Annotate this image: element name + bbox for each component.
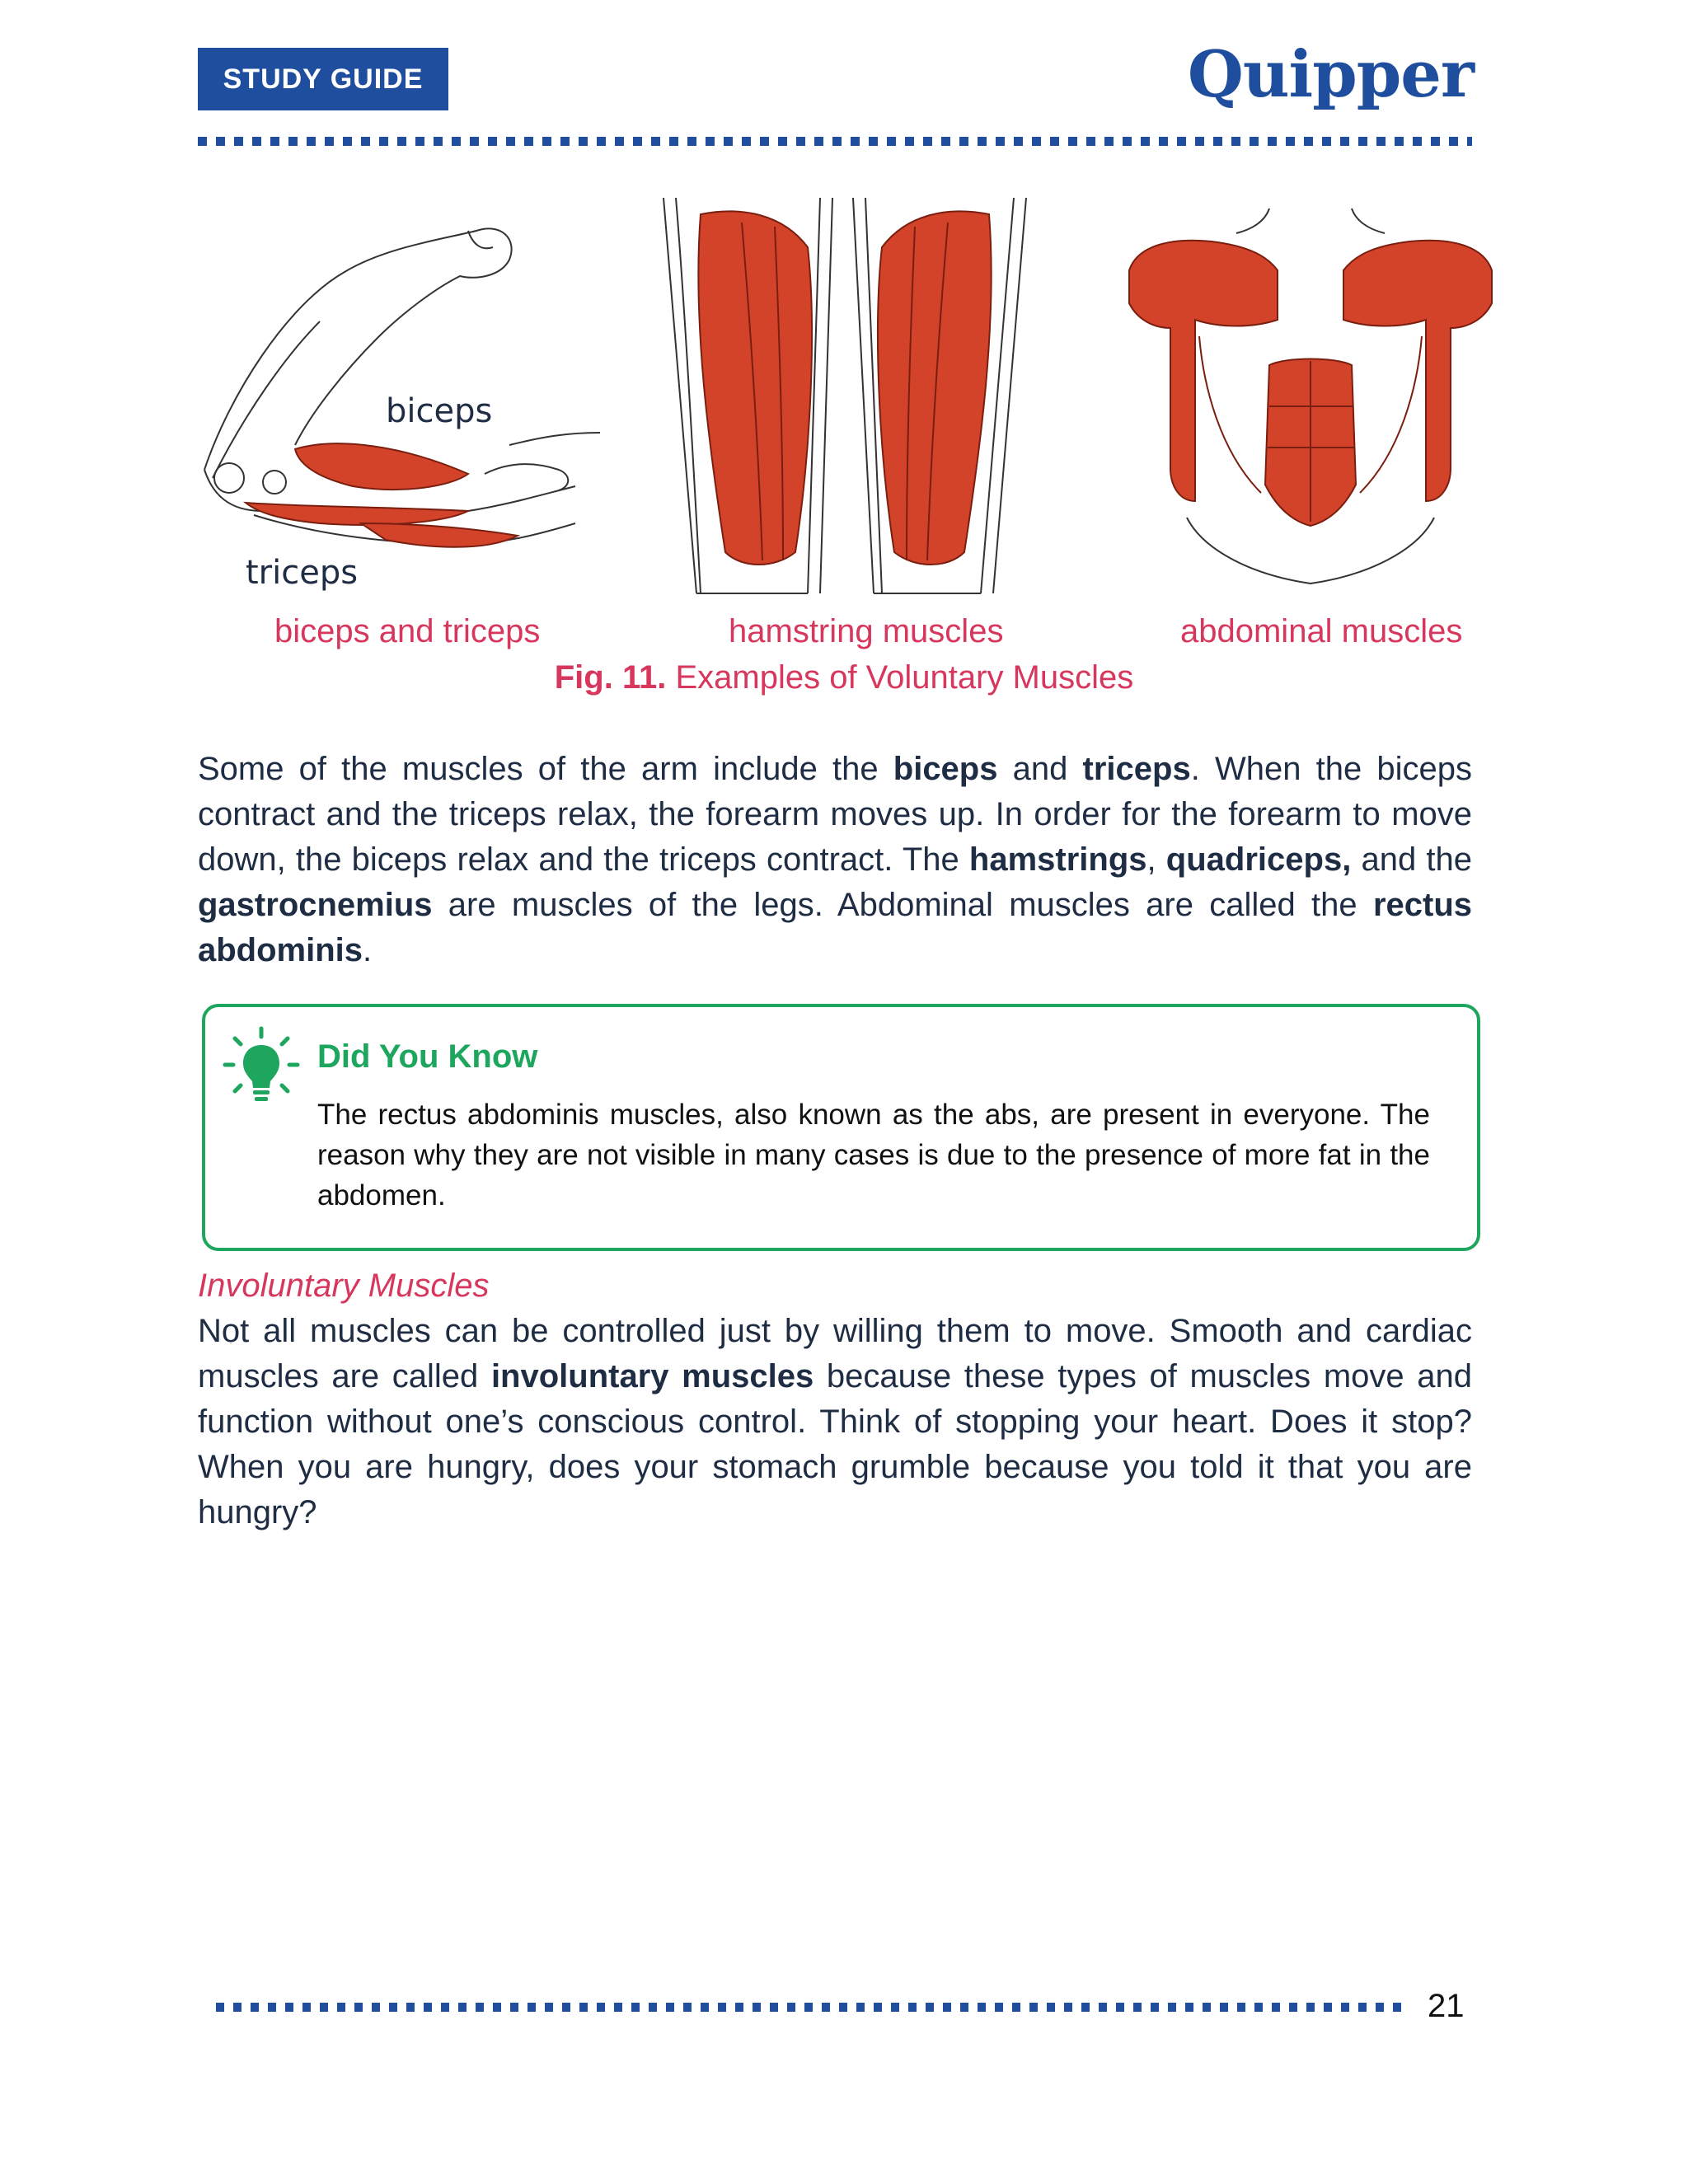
text-run: and the xyxy=(1351,841,1472,878)
study-guide-badge: STUDY GUIDE xyxy=(198,48,448,110)
muscles-paragraph xyxy=(198,747,1472,973)
involuntary-muscles-heading: Involuntary Muscles xyxy=(198,1268,490,1304)
text-run: . When the biceps contract and the triceps relax, the forearm moves up. In order for the forearm to move down, the biceps relax and the triceps contract. The xyxy=(198,751,1472,878)
text-run: are muscles of the legs. Abdominal muscles are called the xyxy=(432,887,1373,923)
top-dotted-divider xyxy=(198,137,1472,147)
text-run: because these types of muscles move and function without one’s conscious control. Think of stopping your heart. Does it stop? When you are hungry, does your stomach grumble because you told it that you are hungry? xyxy=(198,1358,1473,1530)
text-run: , xyxy=(1146,841,1166,878)
text-run: . xyxy=(363,932,373,968)
did-you-know-title: Did You Know xyxy=(317,1038,538,1075)
quipper-logo: Quipper xyxy=(1187,37,1474,112)
text-run: and xyxy=(997,751,1083,787)
page-number: 21 xyxy=(1428,1988,1465,2024)
term-gastrocnemius: gastrocnemius xyxy=(198,887,433,923)
lightbulb-icon xyxy=(220,1025,302,1108)
term-biceps: biceps xyxy=(893,751,998,787)
text-run: Not all muscles can be controlled just by willing them to move. Smooth and cardiac muscles are called xyxy=(198,1313,1472,1394)
biceps-triceps-caption: biceps and triceps xyxy=(274,613,541,649)
did-you-know-text: The rectus abdominis muscles, also known as the abs, are present in everyone. The reason why they are not visible in many cases is due to the presence of more fat in the abdomen. xyxy=(317,1099,1430,1212)
figure-caption xyxy=(0,659,1688,696)
text-run: Some of the muscles of the arm include the xyxy=(198,751,893,787)
figure-title: Examples of Voluntary Muscles xyxy=(666,659,1134,696)
term-involuntary-muscles: involuntary muscles xyxy=(490,1358,814,1394)
term-quadriceps: quadriceps, xyxy=(1165,841,1352,878)
term-rectus-abdominis: rectus abdominis xyxy=(198,887,1472,968)
biceps-label: biceps xyxy=(386,392,493,430)
bottom-dotted-divider xyxy=(216,2003,1403,2012)
term-triceps: triceps xyxy=(1082,751,1191,787)
arm-muscles-illustration xyxy=(196,198,608,593)
involuntary-paragraph xyxy=(198,1309,1472,1535)
abdominal-caption: abdominal muscles xyxy=(1180,613,1463,649)
hamstring-caption: hamstring muscles xyxy=(729,613,1004,649)
abdominal-muscles-illustration xyxy=(1121,204,1500,592)
hamstring-muscles-illustration xyxy=(659,198,1030,610)
term-hamstrings: hamstrings xyxy=(968,841,1147,878)
triceps-label: triceps xyxy=(246,554,359,592)
figure-number: Fig. 11. xyxy=(554,659,667,696)
did-you-know-callout xyxy=(202,1004,1480,1251)
